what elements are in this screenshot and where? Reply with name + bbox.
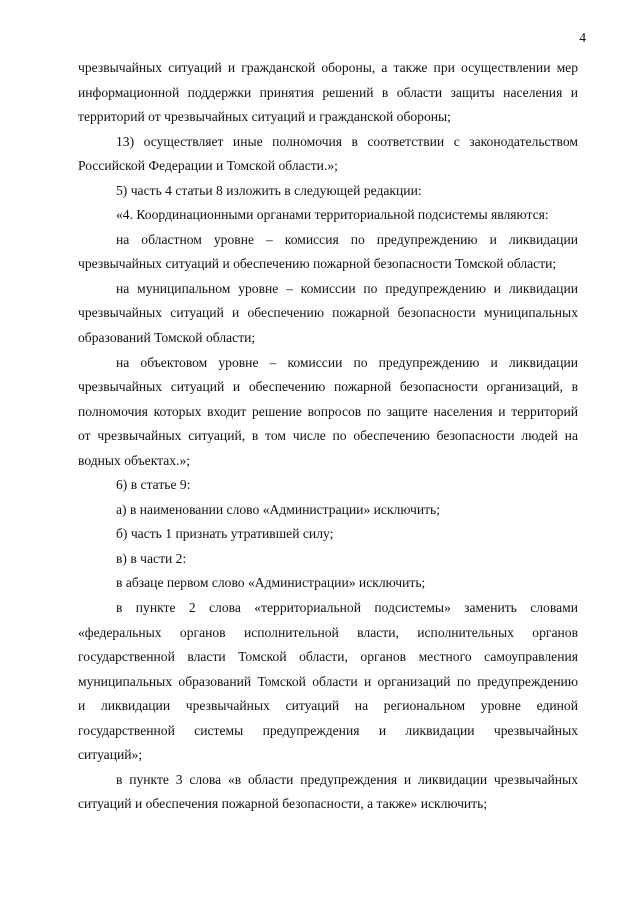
text-line: государственной системы предупреждения и ликвидации чрезвычайных bbox=[78, 722, 578, 738]
text-line: территорий от чрезвычайных ситуаций и гражданской обороны; bbox=[78, 109, 451, 125]
text-line: на областном уровне – комиссия по предупреждению и ликвидации bbox=[116, 231, 578, 247]
page-number: 4 bbox=[579, 30, 586, 45]
text-line: информационной поддержки принятия решений в области защиты населения и bbox=[78, 84, 578, 100]
text-line: от чрезвычайных ситуаций, в том числе по обеспечению безопасности людей на bbox=[78, 428, 578, 444]
text-line: в пункте 2 слова «территориальной подсистемы» заменить словами bbox=[116, 600, 578, 616]
text-line: муниципальных образований Томской области и организаций по предупреждению bbox=[78, 673, 578, 689]
text-line: 6) в статье 9: bbox=[116, 477, 191, 493]
text-line: чрезвычайных ситуаций и гражданской обороны, а также при осуществлении мер bbox=[78, 60, 578, 75]
text-line: образований Томской области; bbox=[78, 330, 256, 346]
text-line: 13) осуществляет иные полномочия в соответствии с законодательством bbox=[116, 133, 578, 149]
text-line: на муниципальном уровне – комиссии по предупреждению и ликвидации bbox=[116, 280, 578, 296]
text-line: 5) часть 4 статьи 8 изложить в следующей редакции: bbox=[116, 182, 422, 198]
text-line: чрезвычайных ситуаций и обеспечению пожарной безопасности Томской области; bbox=[78, 256, 557, 272]
text-line: государственной власти Томской области, органов местного самоуправления bbox=[78, 649, 578, 665]
text-line: б) часть 1 признать утратившей силу; bbox=[116, 526, 334, 542]
text-line: на объектовом уровне – комиссии по предупреждению и ликвидации bbox=[116, 354, 578, 370]
text-line: водных объектах.»; bbox=[78, 452, 191, 468]
text-line: «федеральных органов исполнительной власти, исполнительных органов bbox=[78, 624, 578, 640]
text-line: ситуаций»; bbox=[78, 747, 143, 763]
text-line: в абзаце первом слово «Администрации» исключить; bbox=[116, 575, 426, 591]
text-line: Российской Федерации и Томской области.»; bbox=[78, 158, 338, 174]
text-line: а) в наименовании слово «Администрации» исключить; bbox=[116, 501, 441, 517]
text-line: «4. Координационными органами территориальной подсистемы являются: bbox=[116, 207, 549, 223]
text-line: и ликвидации чрезвычайных ситуаций на региональном уровне единой bbox=[78, 698, 578, 714]
document-body bbox=[78, 56, 578, 817]
text-line: в пункте 3 слова «в области предупреждения и ликвидации чрезвычайных bbox=[116, 771, 578, 787]
text-line: чрезвычайных ситуаций и обеспечению пожарной безопасности муниципальных bbox=[78, 305, 578, 321]
text-line: полномочия которых входит решение вопросов по защите населения и территорий bbox=[78, 403, 578, 419]
text-line: в) в части 2: bbox=[116, 550, 187, 566]
text-line: ситуаций и обеспечения пожарной безопасности, а также» исключить; bbox=[78, 796, 488, 812]
text-line: чрезвычайных ситуаций и обеспечению пожарной безопасности организаций, в bbox=[78, 379, 578, 395]
